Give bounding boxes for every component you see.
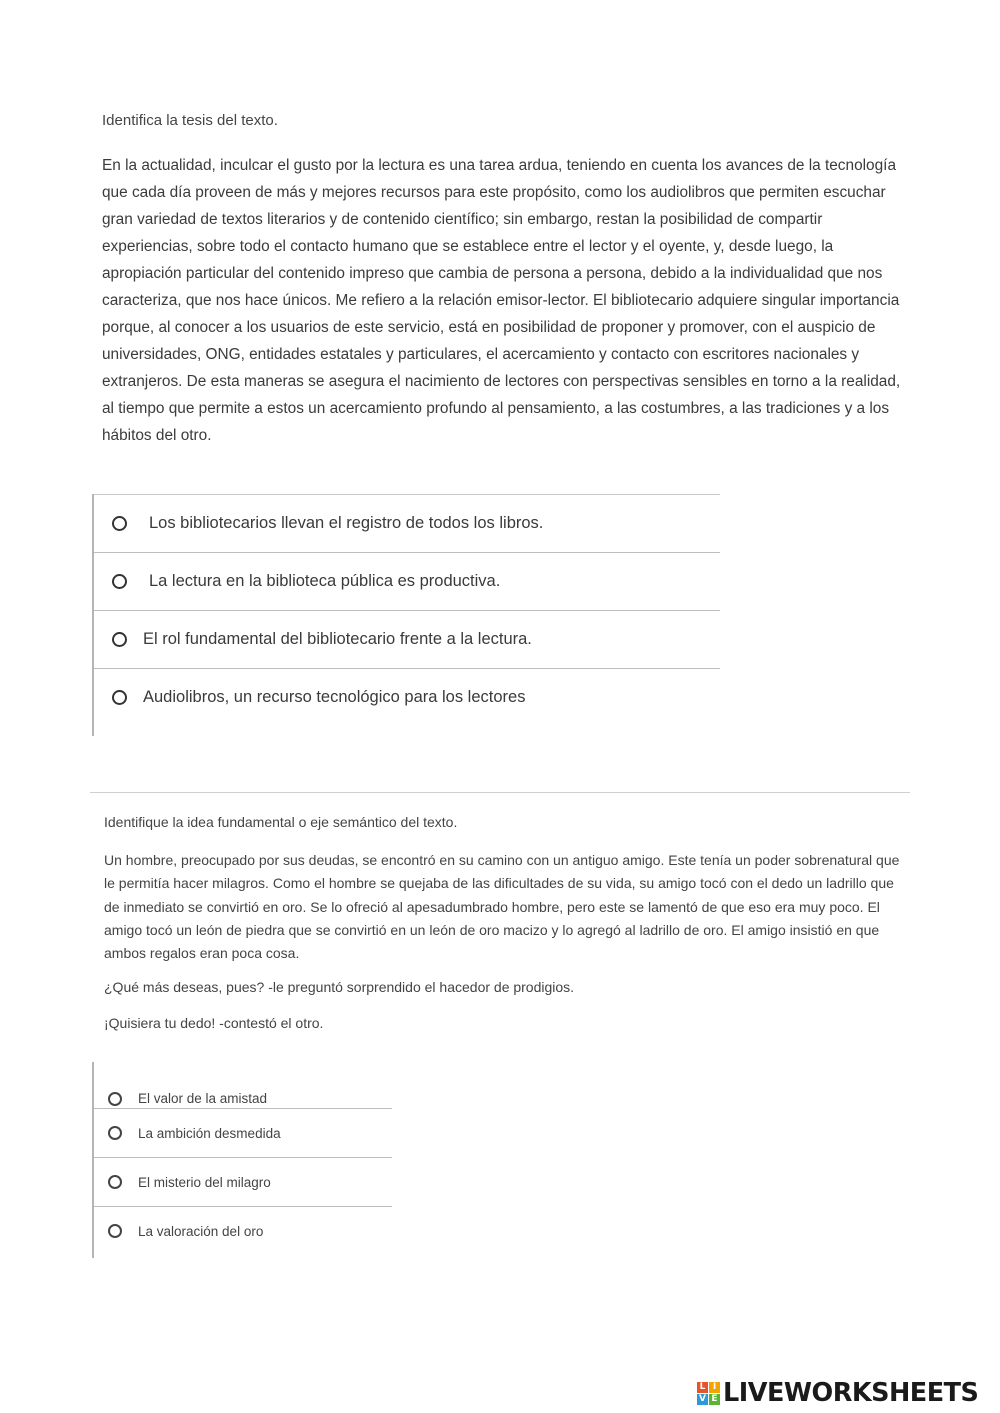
option-label: La valoración del oro [138, 1223, 264, 1239]
question2-options [92, 1062, 392, 1258]
radio-button[interactable] [112, 690, 127, 705]
question1-option-4[interactable] [94, 668, 720, 726]
liveworksheets-logo-icon: L I V E [697, 1382, 720, 1405]
question2-dialogue-line-1: ¿Qué más deseas, pues? -le preguntó sorprendido el hacedor de prodigios. [104, 979, 575, 995]
radio-button[interactable] [112, 574, 127, 589]
option-label: El valor de la amistad [138, 1091, 268, 1106]
option-label: El rol fundamental del bibliotecario frente a la lectura. [143, 630, 532, 648]
radio-button[interactable] [108, 1175, 122, 1189]
question1-option-1[interactable] [94, 494, 720, 552]
question2-option-2[interactable] [94, 1109, 392, 1158]
question1-option-2[interactable] [94, 552, 720, 610]
radio-button[interactable] [108, 1092, 122, 1106]
option-label: La lectura en la biblioteca pública es productiva. [149, 572, 501, 590]
question2-dialogue-line-2: ¡Quisiera tu dedo! -contestó el otro. [104, 1015, 324, 1031]
radio-button[interactable] [112, 632, 127, 647]
option-label: La ambición desmedida [138, 1125, 281, 1141]
option-label: Audiolibros, un recurso tecnológico para los lectores [143, 688, 526, 706]
question2-option-4[interactable] [94, 1207, 392, 1255]
option-label: Los bibliotecarios llevan el registro de todos los libros. [149, 514, 544, 532]
question1-passage: En la actualidad, inculcar el gusto por la lectura es una tarea ardua, teniendo en cuenta los avances de la tecnología que cada día proveen de más y mejores recursos para este propósito, como los audiolibros que permiten escuchar gran variedad de textos literarios y de contenido científico; sin embargo, restan la posibilidad de compartir experiencias, sobre todo el contacto humano que se establece entre el lector y el oyente, y, desde luego, la apropiación particular del contenido impreso que cambia de persona a persona, debido a la individualidad que nos caracteriza, que nos hace únicos. Me refiero a la relación emisor-lector. El bibliotecario adquiere singular importancia porque, al conocer a los usuarios de este servicio, está en posibilidad de proponer y promover, con el auspicio de universidades, ONG, entidades estatales y particulares, el acercamiento y contacto con escritores nacionales y extranjeros. De esta maneras se asegura el nacimiento de lectores con perspectivas sensibles en torno a la realidad, al tiempo que permite a estos un acercamiento profundo al pensamiento, a las costumbres, a las tradiciones y a los hábitos del otro. [102, 157, 901, 444]
question1-prompt: Identifica la tesis del texto. [102, 112, 278, 129]
question2-option-3[interactable] [94, 1158, 392, 1207]
brand-name: LIVEWORKSHEETS [723, 1378, 979, 1408]
question1-options [92, 494, 720, 736]
radio-button[interactable] [112, 516, 127, 531]
question2-passage: Un hombre, preocupado por sus deudas, se encontró en su camino con un antiguo amigo. Este tenía un poder sobrenatural que le permitía hacer milagros. Como el hombre se quejaba de las dificultades de su vida, su amigo tocó con el dedo un ladrillo que de inmediato se convirtió en oro. Se lo ofreció al apesadumbrado hombre, pero este se lamentó de que eso era muy poco. El amigo tocó un león de piedra que se convirtió en un león de oro macizo y lo agregó al ladrillo de oro. El amigo insistió en que ambos regalos eran poca cosa. [104, 852, 900, 962]
question2-option-1[interactable] [94, 1062, 392, 1109]
section-divider [90, 792, 910, 793]
question2-prompt: Identifique la idea fundamental o eje semántico del texto. [104, 814, 458, 830]
question1-option-3[interactable] [94, 610, 720, 668]
radio-button[interactable] [108, 1126, 122, 1140]
liveworksheets-brand [697, 1377, 978, 1409]
option-label: El misterio del milagro [138, 1174, 271, 1190]
radio-button[interactable] [108, 1224, 122, 1238]
